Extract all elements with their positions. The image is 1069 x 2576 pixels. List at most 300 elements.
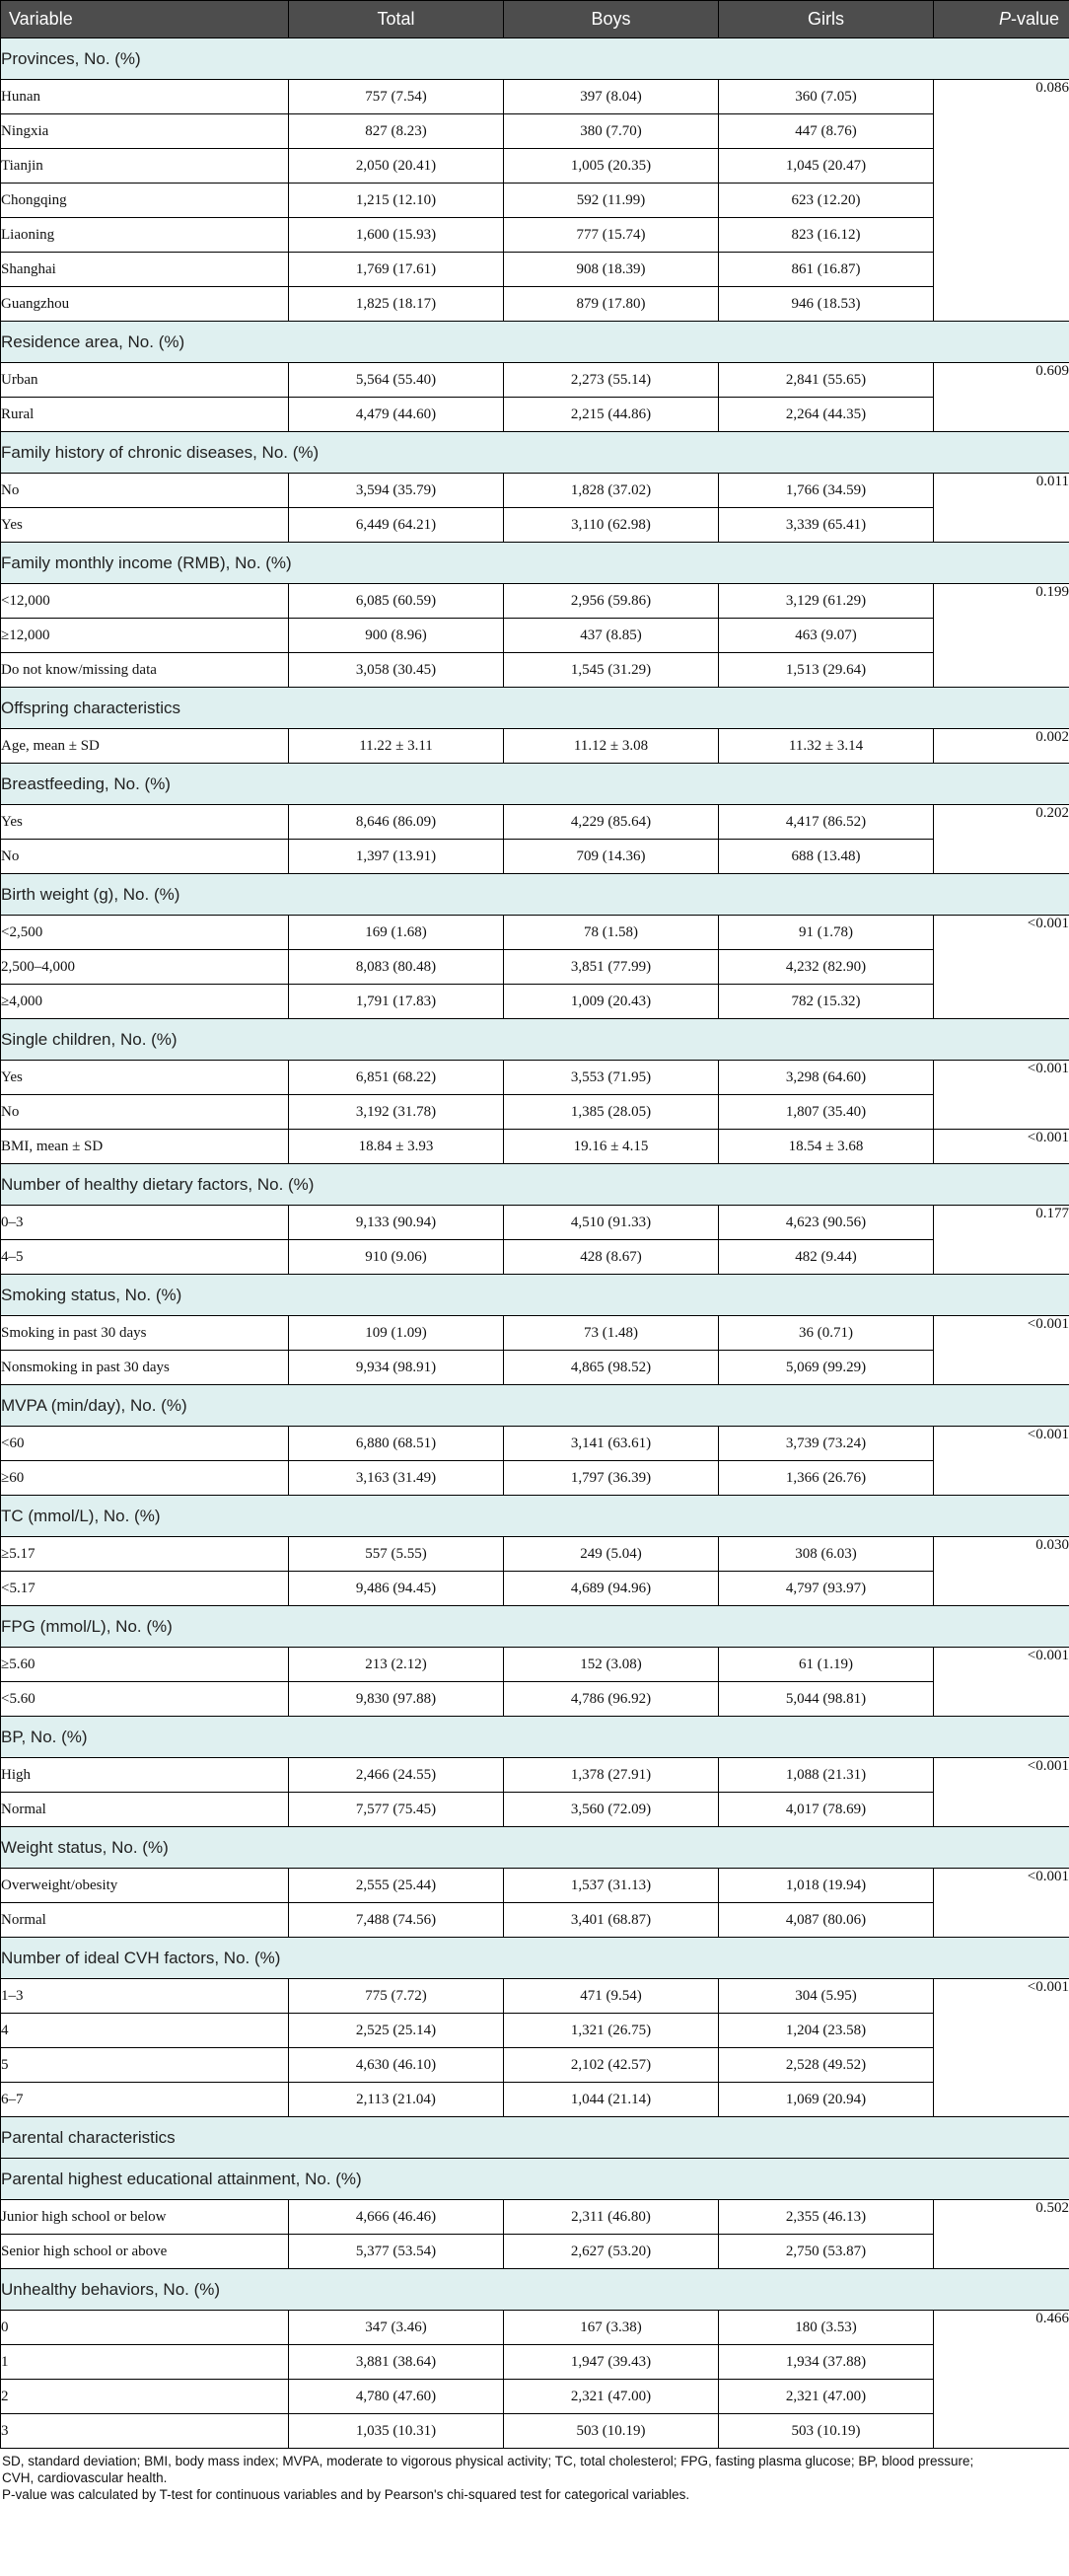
table-row xyxy=(1,2014,1069,2048)
cell-boys: 380 (7.70) xyxy=(504,114,719,149)
table-row xyxy=(1,985,1069,1019)
cell-total: 1,825 (18.17) xyxy=(289,287,504,322)
cell-p-value: 0.086 xyxy=(934,80,1069,322)
cell-p-value: <0.001 xyxy=(934,1648,1069,1717)
table-row xyxy=(1,1351,1069,1385)
row-label: 2,500–4,000 xyxy=(1,950,289,985)
cell-girls: 1,934 (37.88) xyxy=(719,2345,934,2380)
row-label: No xyxy=(1,840,289,874)
row-label: Yes xyxy=(1,805,289,840)
row-label: Normal xyxy=(1,1903,289,1938)
header-girls: Girls xyxy=(719,1,934,38)
table-row xyxy=(1,805,1069,840)
table-row xyxy=(1,916,1069,950)
cell-p-value: 0.609 xyxy=(934,363,1069,432)
cell-boys: 2,627 (53.20) xyxy=(504,2235,719,2269)
table-row xyxy=(1,149,1069,184)
cell-girls: 91 (1.78) xyxy=(719,916,934,950)
cell-p-value: 0.030 xyxy=(934,1537,1069,1606)
section-label: Offspring characteristics xyxy=(1,688,1069,729)
row-label: Chongqing xyxy=(1,184,289,218)
cell-boys: 879 (17.80) xyxy=(504,287,719,322)
cell-girls: 1,045 (20.47) xyxy=(719,149,934,184)
cell-girls: 623 (12.20) xyxy=(719,184,934,218)
table-row xyxy=(1,2380,1069,2414)
cell-boys: 2,273 (55.14) xyxy=(504,363,719,398)
cell-total: 5,564 (55.40) xyxy=(289,363,504,398)
section-label: Smoking status, No. (%) xyxy=(1,1275,1069,1316)
cell-girls: 823 (16.12) xyxy=(719,218,934,253)
cell-girls: 4,017 (78.69) xyxy=(719,1793,934,1827)
section-row xyxy=(1,38,1069,80)
cell-total: 3,881 (38.64) xyxy=(289,2345,504,2380)
cell-p-value: <0.001 xyxy=(934,1979,1069,2117)
row-label: Rural xyxy=(1,398,289,432)
cell-total: 3,192 (31.78) xyxy=(289,1095,504,1130)
section-label: Family monthly income (RMB), No. (%) xyxy=(1,543,1069,584)
section-row xyxy=(1,1164,1069,1206)
row-label: BMI, mean ± SD xyxy=(1,1130,289,1164)
table-row xyxy=(1,398,1069,432)
cell-girls: 2,264 (44.35) xyxy=(719,398,934,432)
cell-total: 8,083 (80.48) xyxy=(289,950,504,985)
cell-girls: 861 (16.87) xyxy=(719,253,934,287)
cell-boys: 78 (1.58) xyxy=(504,916,719,950)
table-row xyxy=(1,1758,1069,1793)
cell-girls: 5,044 (98.81) xyxy=(719,1682,934,1717)
cell-p-value: 0.002 xyxy=(934,729,1069,764)
row-label: <5.17 xyxy=(1,1572,289,1606)
row-label: Yes xyxy=(1,508,289,543)
row-label: Senior high school or above xyxy=(1,2235,289,2269)
table-body xyxy=(1,38,1069,2449)
row-label: Normal xyxy=(1,1793,289,1827)
cell-total: 827 (8.23) xyxy=(289,114,504,149)
row-label: 0–3 xyxy=(1,1206,289,1240)
section-label: Weight status, No. (%) xyxy=(1,1827,1069,1869)
cell-boys: 397 (8.04) xyxy=(504,80,719,114)
cell-total: 910 (9.06) xyxy=(289,1240,504,1275)
cell-boys: 1,378 (27.91) xyxy=(504,1758,719,1793)
cell-total: 3,058 (30.45) xyxy=(289,653,504,688)
table-row xyxy=(1,474,1069,508)
cell-girls: 3,298 (64.60) xyxy=(719,1061,934,1095)
section-row xyxy=(1,322,1069,363)
cell-girls: 2,321 (47.00) xyxy=(719,2380,934,2414)
cell-girls: 4,417 (86.52) xyxy=(719,805,934,840)
cell-girls: 4,797 (93.97) xyxy=(719,1572,934,1606)
row-label: 5 xyxy=(1,2048,289,2083)
cell-boys: 3,560 (72.09) xyxy=(504,1793,719,1827)
cell-girls: 482 (9.44) xyxy=(719,1240,934,1275)
section-row xyxy=(1,2117,1069,2159)
table-row xyxy=(1,2414,1069,2449)
table-row xyxy=(1,1537,1069,1572)
cell-boys: 152 (3.08) xyxy=(504,1648,719,1682)
cell-girls: 688 (13.48) xyxy=(719,840,934,874)
row-label: ≥4,000 xyxy=(1,985,289,1019)
row-label: <5.60 xyxy=(1,1682,289,1717)
cell-total: 6,085 (60.59) xyxy=(289,584,504,619)
section-label: Number of healthy dietary factors, No. (%) xyxy=(1,1164,1069,1206)
cell-girls: 1,766 (34.59) xyxy=(719,474,934,508)
row-label: Guangzhou xyxy=(1,287,289,322)
table-row xyxy=(1,619,1069,653)
table-row xyxy=(1,1316,1069,1351)
cell-boys: 428 (8.67) xyxy=(504,1240,719,1275)
section-label: Parental characteristics xyxy=(1,2117,1069,2159)
cell-total: 900 (8.96) xyxy=(289,619,504,653)
row-label: ≥5.17 xyxy=(1,1537,289,1572)
section-row xyxy=(1,1385,1069,1427)
row-label: <2,500 xyxy=(1,916,289,950)
table-row xyxy=(1,729,1069,764)
cell-total: 6,449 (64.21) xyxy=(289,508,504,543)
table-row xyxy=(1,2311,1069,2345)
table-row xyxy=(1,1572,1069,1606)
cell-girls: 2,528 (49.52) xyxy=(719,2048,934,2083)
section-row xyxy=(1,1275,1069,1316)
cell-total: 1,769 (17.61) xyxy=(289,253,504,287)
section-row xyxy=(1,764,1069,805)
row-label: ≥60 xyxy=(1,1461,289,1496)
cell-girls: 304 (5.95) xyxy=(719,1979,934,2014)
row-label: ≥5.60 xyxy=(1,1648,289,1682)
cell-boys: 1,005 (20.35) xyxy=(504,149,719,184)
cell-boys: 3,851 (77.99) xyxy=(504,950,719,985)
section-label: Provinces, No. (%) xyxy=(1,38,1069,80)
row-label: 4–5 xyxy=(1,1240,289,1275)
cell-total: 169 (1.68) xyxy=(289,916,504,950)
cell-boys: 1,545 (31.29) xyxy=(504,653,719,688)
table-row xyxy=(1,1427,1069,1461)
cell-boys: 19.16 ± 4.15 xyxy=(504,1130,719,1164)
cell-p-value: <0.001 xyxy=(934,1061,1069,1130)
cell-boys: 73 (1.48) xyxy=(504,1316,719,1351)
cell-boys: 3,110 (62.98) xyxy=(504,508,719,543)
cell-boys: 1,321 (26.75) xyxy=(504,2014,719,2048)
row-label: Junior high school or below xyxy=(1,2200,289,2235)
cell-total: 4,666 (46.46) xyxy=(289,2200,504,2235)
cell-boys: 4,865 (98.52) xyxy=(504,1351,719,1385)
row-label: Do not know/missing data xyxy=(1,653,289,688)
section-label: Residence area, No. (%) xyxy=(1,322,1069,363)
row-label: Liaoning xyxy=(1,218,289,253)
cell-total: 1,600 (15.93) xyxy=(289,218,504,253)
cell-total: 2,525 (25.14) xyxy=(289,2014,504,2048)
row-label: 6–7 xyxy=(1,2083,289,2117)
cell-boys: 2,102 (42.57) xyxy=(504,2048,719,2083)
cell-girls: 782 (15.32) xyxy=(719,985,934,1019)
cell-total: 1,215 (12.10) xyxy=(289,184,504,218)
table-footnotes xyxy=(0,2449,1069,2503)
section-row xyxy=(1,1019,1069,1061)
section-label: Single children, No. (%) xyxy=(1,1019,1069,1061)
table-row xyxy=(1,253,1069,287)
cell-boys: 2,311 (46.80) xyxy=(504,2200,719,2235)
cell-girls: 463 (9.07) xyxy=(719,619,934,653)
section-row xyxy=(1,1606,1069,1648)
row-label: Tianjin xyxy=(1,149,289,184)
table-row xyxy=(1,584,1069,619)
cell-total: 9,830 (97.88) xyxy=(289,1682,504,1717)
cell-total: 18.84 ± 3.93 xyxy=(289,1130,504,1164)
table-row xyxy=(1,363,1069,398)
table-header xyxy=(1,1,1069,38)
row-label: Hunan xyxy=(1,80,289,114)
cell-girls: 11.32 ± 3.14 xyxy=(719,729,934,764)
cell-boys: 437 (8.85) xyxy=(504,619,719,653)
cell-total: 1,791 (17.83) xyxy=(289,985,504,1019)
cell-girls: 2,750 (53.87) xyxy=(719,2235,934,2269)
table-row xyxy=(1,508,1069,543)
cell-boys: 1,797 (36.39) xyxy=(504,1461,719,1496)
cell-girls: 18.54 ± 3.68 xyxy=(719,1130,934,1164)
section-label: Number of ideal CVH factors, No. (%) xyxy=(1,1938,1069,1979)
table-row xyxy=(1,1793,1069,1827)
cell-girls: 3,339 (65.41) xyxy=(719,508,934,543)
row-label: <60 xyxy=(1,1427,289,1461)
cell-total: 1,397 (13.91) xyxy=(289,840,504,874)
cell-boys: 249 (5.04) xyxy=(504,1537,719,1572)
row-label: Smoking in past 30 days xyxy=(1,1316,289,1351)
section-row xyxy=(1,1938,1069,1979)
table-row xyxy=(1,2345,1069,2380)
table-row xyxy=(1,2048,1069,2083)
row-label: Ningxia xyxy=(1,114,289,149)
cell-p-value: <0.001 xyxy=(934,1869,1069,1938)
cell-girls: 1,069 (20.94) xyxy=(719,2083,934,2117)
cell-total: 4,630 (46.10) xyxy=(289,2048,504,2083)
row-label: Nonsmoking in past 30 days xyxy=(1,1351,289,1385)
cell-total: 9,486 (94.45) xyxy=(289,1572,504,1606)
cell-boys: 777 (15.74) xyxy=(504,218,719,253)
table-row xyxy=(1,1682,1069,1717)
cell-total: 5,377 (53.54) xyxy=(289,2235,504,2269)
cell-boys: 3,141 (63.61) xyxy=(504,1427,719,1461)
row-label: 4 xyxy=(1,2014,289,2048)
row-label: Shanghai xyxy=(1,253,289,287)
table-row xyxy=(1,114,1069,149)
cell-p-value: 0.502 xyxy=(934,2200,1069,2269)
footnote-line: P-value was calculated by T-test for continuous variables and by Pearson's chi-squared test for categorical variables. xyxy=(2,2487,690,2502)
cell-p-value: 0.199 xyxy=(934,584,1069,688)
cell-total: 775 (7.72) xyxy=(289,1979,504,2014)
section-row xyxy=(1,1496,1069,1537)
cell-girls: 4,087 (80.06) xyxy=(719,1903,934,1938)
cell-girls: 503 (10.19) xyxy=(719,2414,934,2449)
section-label: TC (mmol/L), No. (%) xyxy=(1,1496,1069,1537)
cell-girls: 1,366 (26.76) xyxy=(719,1461,934,1496)
header-p-italic: P xyxy=(998,9,1011,29)
table-row xyxy=(1,184,1069,218)
cell-girls: 5,069 (99.29) xyxy=(719,1351,934,1385)
section-label: Birth weight (g), No. (%) xyxy=(1,874,1069,916)
cell-p-value: <0.001 xyxy=(934,1316,1069,1385)
cell-boys: 1,385 (28.05) xyxy=(504,1095,719,1130)
row-label: High xyxy=(1,1758,289,1793)
table-row xyxy=(1,840,1069,874)
cell-boys: 4,689 (94.96) xyxy=(504,1572,719,1606)
row-label: 3 xyxy=(1,2414,289,2449)
cell-girls: 1,513 (29.64) xyxy=(719,653,934,688)
header-variable: Variable xyxy=(1,1,289,38)
cell-total: 9,133 (90.94) xyxy=(289,1206,504,1240)
row-label: 2 xyxy=(1,2380,289,2414)
table-row xyxy=(1,1240,1069,1275)
cell-p-value: 0.466 xyxy=(934,2311,1069,2449)
cell-boys: 1,947 (39.43) xyxy=(504,2345,719,2380)
cell-total: 2,050 (20.41) xyxy=(289,149,504,184)
table-row xyxy=(1,1206,1069,1240)
cell-girls: 1,018 (19.94) xyxy=(719,1869,934,1903)
cell-boys: 1,828 (37.02) xyxy=(504,474,719,508)
section-label: Parental highest educational attainment, No. (%) xyxy=(1,2159,1069,2200)
cell-girls: 447 (8.76) xyxy=(719,114,934,149)
section-row xyxy=(1,2159,1069,2200)
cell-boys: 1,537 (31.13) xyxy=(504,1869,719,1903)
row-label: <12,000 xyxy=(1,584,289,619)
cell-girls: 3,129 (61.29) xyxy=(719,584,934,619)
cell-total: 2,113 (21.04) xyxy=(289,2083,504,2117)
section-label: MVPA (min/day), No. (%) xyxy=(1,1385,1069,1427)
section-label: BP, No. (%) xyxy=(1,1717,1069,1758)
cell-total: 757 (7.54) xyxy=(289,80,504,114)
cell-p-value: <0.001 xyxy=(934,1427,1069,1496)
cell-total: 347 (3.46) xyxy=(289,2311,504,2345)
cell-boys: 709 (14.36) xyxy=(504,840,719,874)
cell-total: 2,555 (25.44) xyxy=(289,1869,504,1903)
cell-boys: 2,956 (59.86) xyxy=(504,584,719,619)
cell-girls: 2,355 (46.13) xyxy=(719,2200,934,2235)
cell-total: 213 (2.12) xyxy=(289,1648,504,1682)
section-row xyxy=(1,874,1069,916)
cell-girls: 180 (3.53) xyxy=(719,2311,934,2345)
cell-total: 557 (5.55) xyxy=(289,1537,504,1572)
table-row xyxy=(1,950,1069,985)
header-total: Total xyxy=(289,1,504,38)
row-label: Overweight/obesity xyxy=(1,1869,289,1903)
cell-p-value: 0.011 xyxy=(934,474,1069,543)
cell-total: 6,880 (68.51) xyxy=(289,1427,504,1461)
section-label: Breastfeeding, No. (%) xyxy=(1,764,1069,805)
row-label: Yes xyxy=(1,1061,289,1095)
table-row xyxy=(1,2083,1069,2117)
cell-boys: 4,510 (91.33) xyxy=(504,1206,719,1240)
cell-boys: 503 (10.19) xyxy=(504,2414,719,2449)
cell-girls: 1,807 (35.40) xyxy=(719,1095,934,1130)
table-row xyxy=(1,1869,1069,1903)
cell-girls: 61 (1.19) xyxy=(719,1648,934,1682)
cell-p-value: 0.177 xyxy=(934,1206,1069,1275)
row-label: 1 xyxy=(1,2345,289,2380)
section-label: Family history of chronic diseases, No. (%) xyxy=(1,432,1069,474)
table-row xyxy=(1,1461,1069,1496)
cell-total: 9,934 (98.91) xyxy=(289,1351,504,1385)
cell-total: 3,594 (35.79) xyxy=(289,474,504,508)
cell-girls: 3,739 (73.24) xyxy=(719,1427,934,1461)
table-row xyxy=(1,1095,1069,1130)
cell-total: 109 (1.09) xyxy=(289,1316,504,1351)
cell-girls: 36 (0.71) xyxy=(719,1316,934,1351)
cell-total: 7,577 (75.45) xyxy=(289,1793,504,1827)
row-label: 0 xyxy=(1,2311,289,2345)
row-label: Urban xyxy=(1,363,289,398)
table-row xyxy=(1,653,1069,688)
cell-total: 8,646 (86.09) xyxy=(289,805,504,840)
section-row xyxy=(1,2269,1069,2311)
cell-boys: 4,229 (85.64) xyxy=(504,805,719,840)
table-row xyxy=(1,80,1069,114)
footnote-line: CVH, cardiovascular health. xyxy=(2,2470,168,2485)
header-p-value xyxy=(934,1,1069,38)
row-label: No xyxy=(1,1095,289,1130)
cell-p-value: <0.001 xyxy=(934,1758,1069,1827)
section-row xyxy=(1,543,1069,584)
cell-total: 4,479 (44.60) xyxy=(289,398,504,432)
cell-girls: 2,841 (55.65) xyxy=(719,363,934,398)
table-row xyxy=(1,2200,1069,2235)
table-row xyxy=(1,2235,1069,2269)
cell-girls: 946 (18.53) xyxy=(719,287,934,322)
cell-girls: 4,232 (82.90) xyxy=(719,950,934,985)
cell-boys: 2,321 (47.00) xyxy=(504,2380,719,2414)
table-row xyxy=(1,1903,1069,1938)
cell-boys: 908 (18.39) xyxy=(504,253,719,287)
cell-girls: 308 (6.03) xyxy=(719,1537,934,1572)
cell-boys: 167 (3.38) xyxy=(504,2311,719,2345)
cell-total: 11.22 ± 3.11 xyxy=(289,729,504,764)
table-row xyxy=(1,287,1069,322)
footnote-line: SD, standard deviation; BMI, body mass index; MVPA, moderate to vigorous physical activity; TC, total cholesterol; FPG, fasting plasma glucose; BP, blood pressure; xyxy=(2,2454,974,2468)
cell-total: 1,035 (10.31) xyxy=(289,2414,504,2449)
table-row xyxy=(1,1130,1069,1164)
table-row xyxy=(1,1061,1069,1095)
cell-girls: 1,088 (21.31) xyxy=(719,1758,934,1793)
cell-p-value: <0.001 xyxy=(934,916,1069,1019)
cell-girls: 1,204 (23.58) xyxy=(719,2014,934,2048)
section-row xyxy=(1,1827,1069,1869)
section-label: Unhealthy behaviors, No. (%) xyxy=(1,2269,1069,2311)
cell-boys: 592 (11.99) xyxy=(504,184,719,218)
cell-total: 4,780 (47.60) xyxy=(289,2380,504,2414)
cell-boys: 3,401 (68.87) xyxy=(504,1903,719,1938)
cell-p-value: 0.202 xyxy=(934,805,1069,874)
table-row xyxy=(1,1648,1069,1682)
cell-total: 6,851 (68.22) xyxy=(289,1061,504,1095)
cell-girls: 360 (7.05) xyxy=(719,80,934,114)
section-row xyxy=(1,1717,1069,1758)
header-boys: Boys xyxy=(504,1,719,38)
row-label: 1–3 xyxy=(1,1979,289,2014)
cell-total: 3,163 (31.49) xyxy=(289,1461,504,1496)
row-label: No xyxy=(1,474,289,508)
row-label: ≥12,000 xyxy=(1,619,289,653)
cell-boys: 2,215 (44.86) xyxy=(504,398,719,432)
cell-boys: 11.12 ± 3.08 xyxy=(504,729,719,764)
header-p-rest: -value xyxy=(1010,9,1059,29)
cell-total: 7,488 (74.56) xyxy=(289,1903,504,1938)
cell-boys: 471 (9.54) xyxy=(504,1979,719,2014)
section-row xyxy=(1,432,1069,474)
cell-total: 2,466 (24.55) xyxy=(289,1758,504,1793)
cell-girls: 4,623 (90.56) xyxy=(719,1206,934,1240)
cell-boys: 4,786 (96.92) xyxy=(504,1682,719,1717)
section-label: FPG (mmol/L), No. (%) xyxy=(1,1606,1069,1648)
cell-p-value: <0.001 xyxy=(934,1130,1069,1164)
cell-boys: 1,044 (21.14) xyxy=(504,2083,719,2117)
row-label: Age, mean ± SD xyxy=(1,729,289,764)
